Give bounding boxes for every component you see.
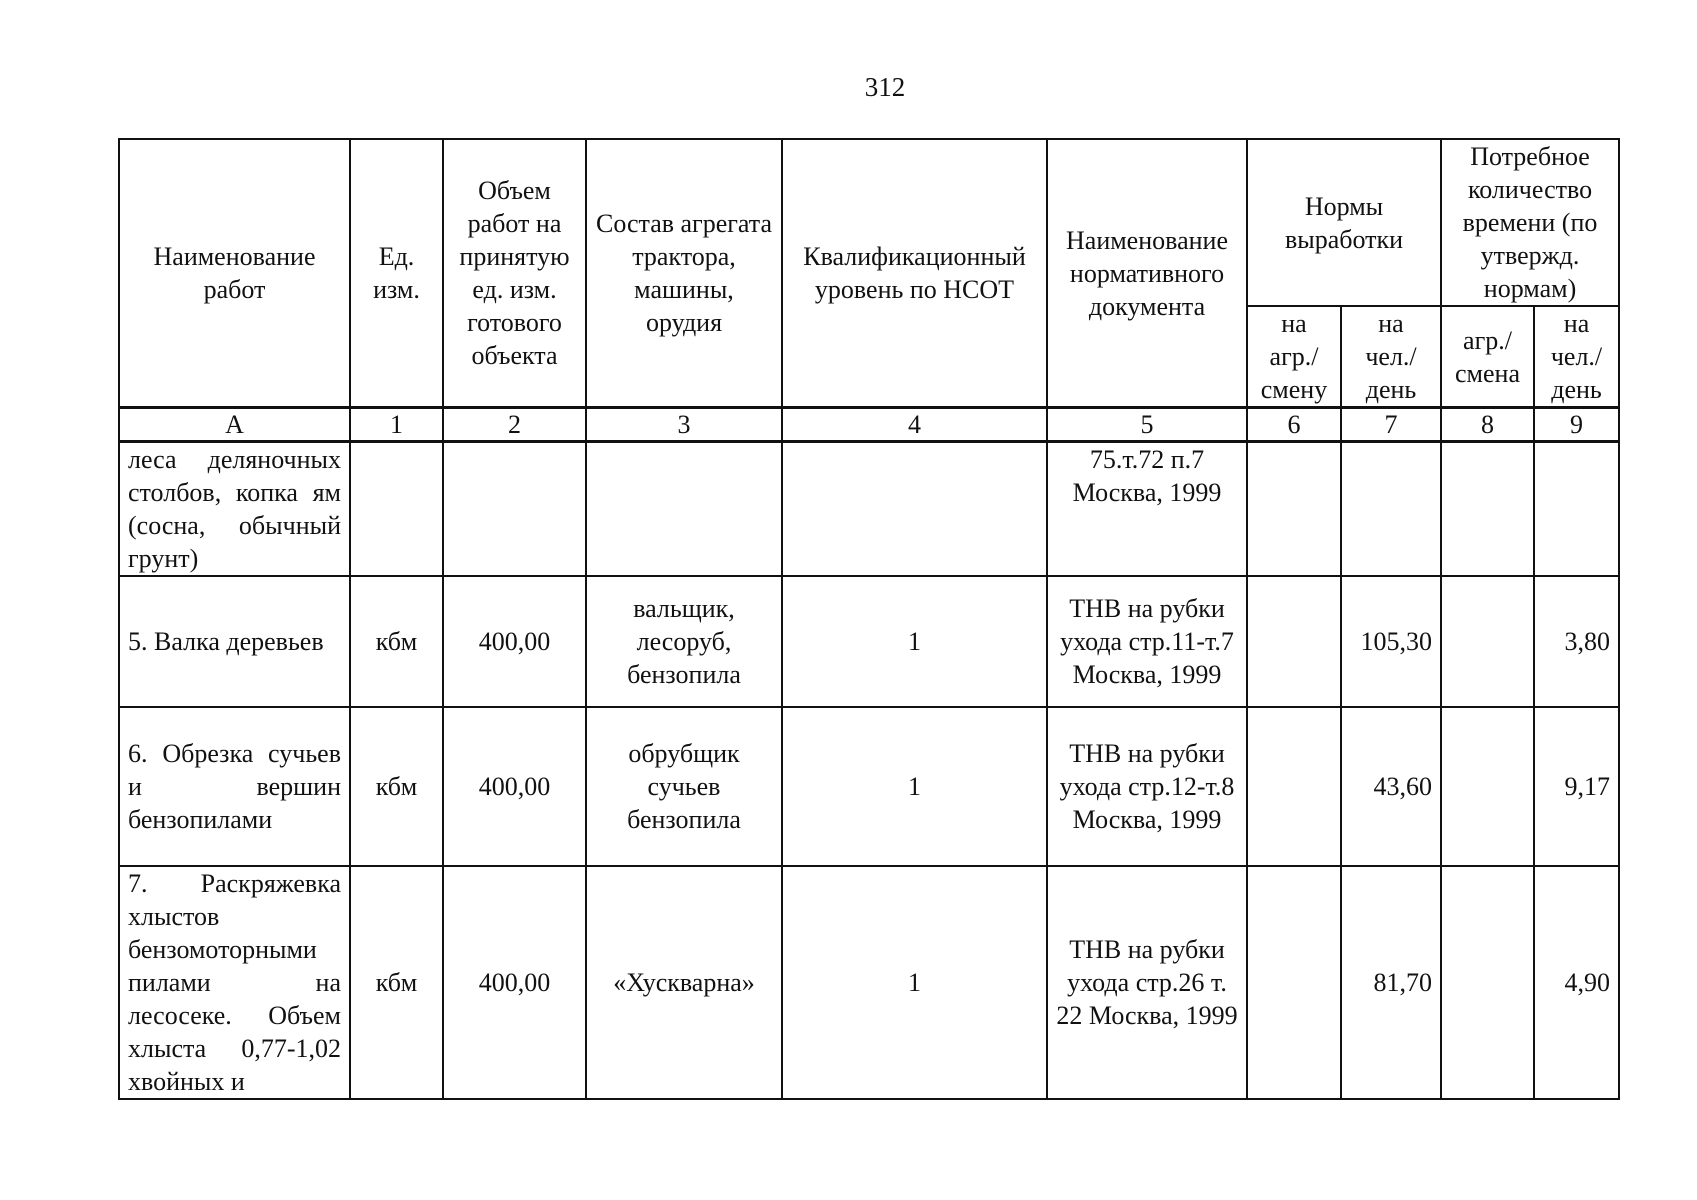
header-required-time: Потребное количество времени (по утвержд. нормам)	[1441, 139, 1619, 306]
table-row	[119, 442, 1619, 577]
norm-person-cell: 105,30	[1341, 576, 1441, 707]
volume-cell: 400,00	[443, 866, 586, 1099]
header-norm-per-person-day: на чел./ день	[1341, 306, 1441, 408]
work-name-cell: 7. Раскряжевка хлыстов бензомоторными пилами на лесосеке. Объем хлыста 0,77-1,02 хвойных и	[119, 866, 350, 1099]
page-number: 312	[864, 72, 906, 102]
document-cell: ТНВ на рубки ухода стр.26 т. 22 Москва, 1999	[1047, 866, 1247, 1099]
norms-table	[118, 138, 1620, 1100]
header-work-name: Наименование работ	[119, 139, 350, 408]
composition-cell: «Хускварна»	[586, 866, 782, 1099]
unit-cell: кбм	[350, 707, 443, 866]
norm-agr-cell	[1247, 866, 1341, 1099]
level-cell: 1	[782, 576, 1047, 707]
column-number: 4	[782, 408, 1047, 442]
norm-agr-cell	[1247, 576, 1341, 707]
norm-person-cell	[1341, 442, 1441, 577]
time-person-cell: 3,80	[1534, 576, 1619, 707]
column-number: 8	[1441, 408, 1534, 442]
volume-cell: 400,00	[443, 707, 586, 866]
volume-cell	[443, 442, 586, 577]
time-person-cell: 4,90	[1534, 866, 1619, 1099]
time-person-cell	[1534, 442, 1619, 577]
table-row	[119, 707, 1619, 866]
header-volume: Объем работ на принятую ед. изм. готового объекта	[443, 139, 586, 408]
table-row	[119, 866, 1619, 1099]
norm-agr-cell	[1247, 442, 1341, 577]
column-number: 5	[1047, 408, 1247, 442]
column-number: 2	[443, 408, 586, 442]
column-number: 1	[350, 408, 443, 442]
unit-cell: кбм	[350, 866, 443, 1099]
time-person-cell: 9,17	[1534, 707, 1619, 866]
document-cell: 75.т.72 п.7 Москва, 1999	[1047, 442, 1247, 577]
work-name-cell: 5. Валка деревьев	[119, 576, 350, 707]
column-number-row	[119, 408, 1619, 442]
table-row	[119, 576, 1619, 707]
header-composition: Состав агрегата трактора, машины, орудия	[586, 139, 782, 408]
norm-person-cell: 81,70	[1341, 866, 1441, 1099]
column-number: 7	[1341, 408, 1441, 442]
work-name-cell: 6. Обрезка сучьев и вершин бензопилами	[119, 707, 350, 866]
header-qualification-level: Квалификационный уровень по НСОТ	[782, 139, 1047, 408]
level-cell: 1	[782, 707, 1047, 866]
column-number: 9	[1534, 408, 1619, 442]
time-agr-cell	[1441, 442, 1534, 577]
norm-person-cell: 43,60	[1341, 707, 1441, 866]
header-unit: Ед. изм.	[350, 139, 443, 408]
time-agr-cell	[1441, 576, 1534, 707]
volume-cell: 400,00	[443, 576, 586, 707]
composition-cell: обрубщик сучьев бензопила	[586, 707, 782, 866]
norm-agr-cell	[1247, 707, 1341, 866]
header-normative-document: Наименование нормативного документа	[1047, 139, 1247, 408]
document-cell: ТНВ на рубки ухода стр.12-т.8 Москва, 1999	[1047, 707, 1247, 866]
header-norm-per-unit-shift: на агр./ смену	[1247, 306, 1341, 408]
column-number: 6	[1247, 408, 1341, 442]
composition-cell: вальщик, лесоруб, бензопила	[586, 576, 782, 707]
column-number: А	[119, 408, 350, 442]
unit-cell: кбм	[350, 576, 443, 707]
work-name-cell: леса деляночных столбов, копка ям (сосна, обычный грунт)	[119, 442, 350, 577]
column-number: 3	[586, 408, 782, 442]
unit-cell	[350, 442, 443, 577]
time-agr-cell	[1441, 866, 1534, 1099]
document-cell: ТНВ на рубки ухода стр.11-т.7 Москва, 1999	[1047, 576, 1247, 707]
time-agr-cell	[1441, 707, 1534, 866]
composition-cell	[586, 442, 782, 577]
header-time-unit-shift: агр./ смена	[1441, 306, 1534, 408]
header-time-person-day: на чел./ день	[1534, 306, 1619, 408]
level-cell: 1	[782, 866, 1047, 1099]
header-row	[119, 139, 1619, 306]
level-cell	[782, 442, 1047, 577]
header-output-norms: Нормы выработки	[1247, 139, 1441, 306]
